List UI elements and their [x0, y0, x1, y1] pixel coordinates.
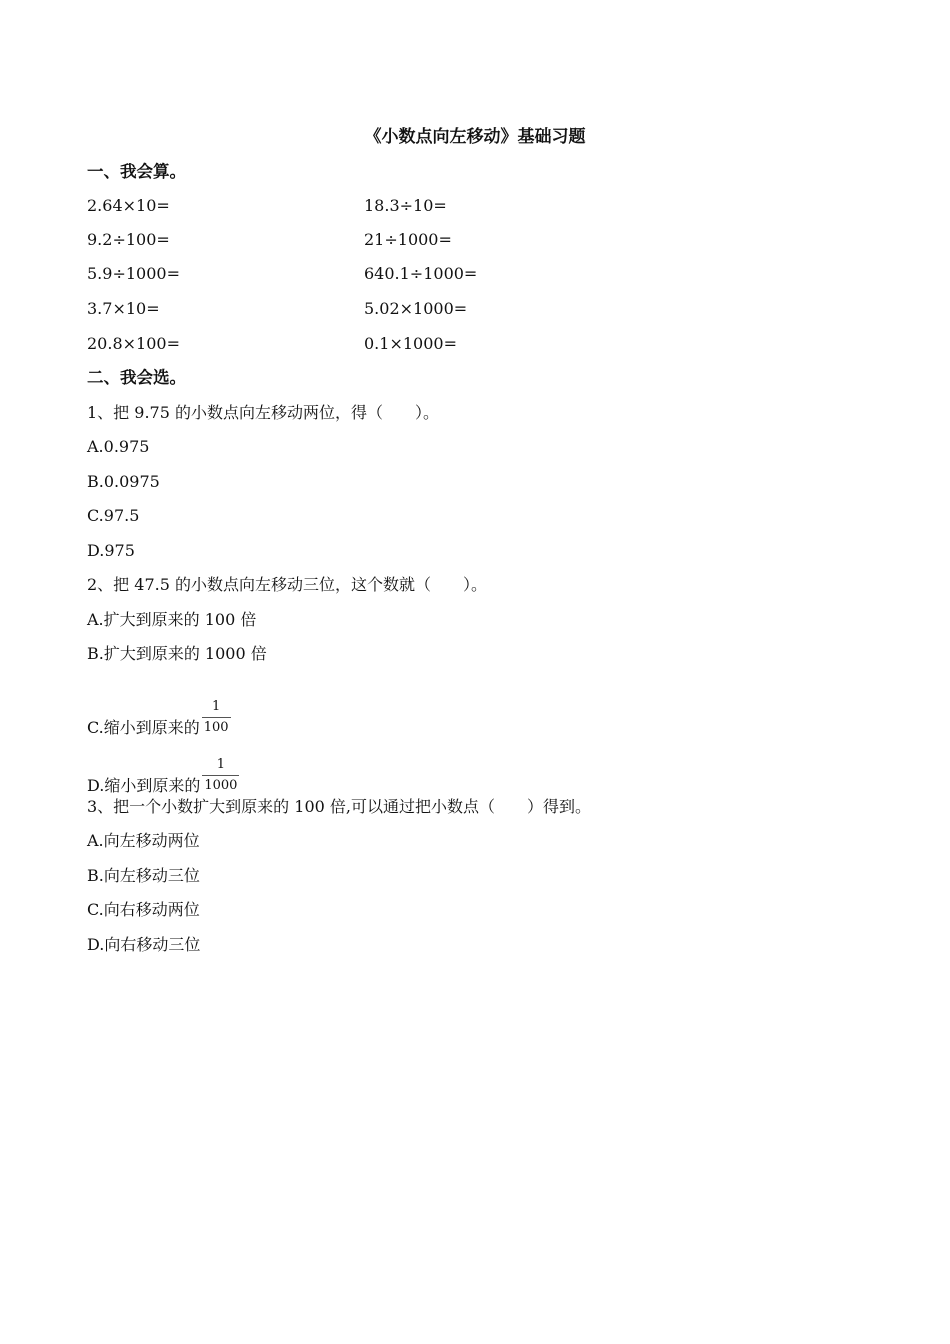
- fraction-denominator: 100: [203, 720, 229, 735]
- option-text: C.缩小到原来的: [87, 718, 200, 737]
- question-stem: 1、把 9.75 的小数点向左移动两位，得（ ）。: [87, 403, 439, 422]
- calc-item: 0.1×1000=: [364, 334, 457, 353]
- option-item: A.向左移动两位: [87, 831, 200, 850]
- page-title: 《小数点向左移动》基础习题: [364, 127, 586, 147]
- calc-item: 18.3÷10=: [364, 196, 447, 215]
- option-text: D.缩小到原来的: [87, 776, 201, 795]
- calc-item: 2.64×10=: [87, 196, 170, 215]
- option-item: A.0.975: [87, 437, 150, 456]
- calc-item: 3.7×10=: [87, 299, 160, 318]
- option-item: D.975: [87, 541, 135, 560]
- question-stem: 3、把一个小数扩大到原来的 100 倍,可以通过把小数点（ ）得到。: [87, 797, 591, 816]
- fraction-denominator: 1000: [204, 778, 238, 793]
- option-item-fraction: [87, 699, 231, 741]
- calc-item: 20.8×100=: [87, 334, 180, 353]
- calc-item: 9.2÷100=: [87, 230, 170, 249]
- option-item: C.97.5: [87, 506, 140, 525]
- section-heading-calculate: 一、我会算。: [87, 162, 186, 181]
- question-stem: 2、把 47.5 的小数点向左移动三位，这个数就（ ）。: [87, 575, 487, 594]
- option-item: B.扩大到原来的 1000 倍: [87, 644, 267, 663]
- section-heading-choose: 二、我会选。: [87, 368, 186, 387]
- option-item: B.0.0975: [87, 472, 160, 491]
- fraction: [202, 700, 231, 735]
- calc-item: 5.9÷1000=: [87, 264, 180, 283]
- option-item: C.向右移动两位: [87, 900, 200, 919]
- option-item: D.向右移动三位: [87, 935, 201, 954]
- fraction-numerator: 1: [202, 700, 231, 718]
- fraction: [202, 758, 239, 793]
- calc-item: 21÷1000=: [364, 230, 452, 249]
- calc-item: 5.02×1000=: [364, 299, 468, 318]
- fraction-numerator: 1: [202, 758, 239, 776]
- calc-item: 640.1÷1000=: [364, 264, 478, 283]
- option-item: A.扩大到原来的 100 倍: [87, 610, 257, 629]
- option-item: B.向左移动三位: [87, 866, 200, 885]
